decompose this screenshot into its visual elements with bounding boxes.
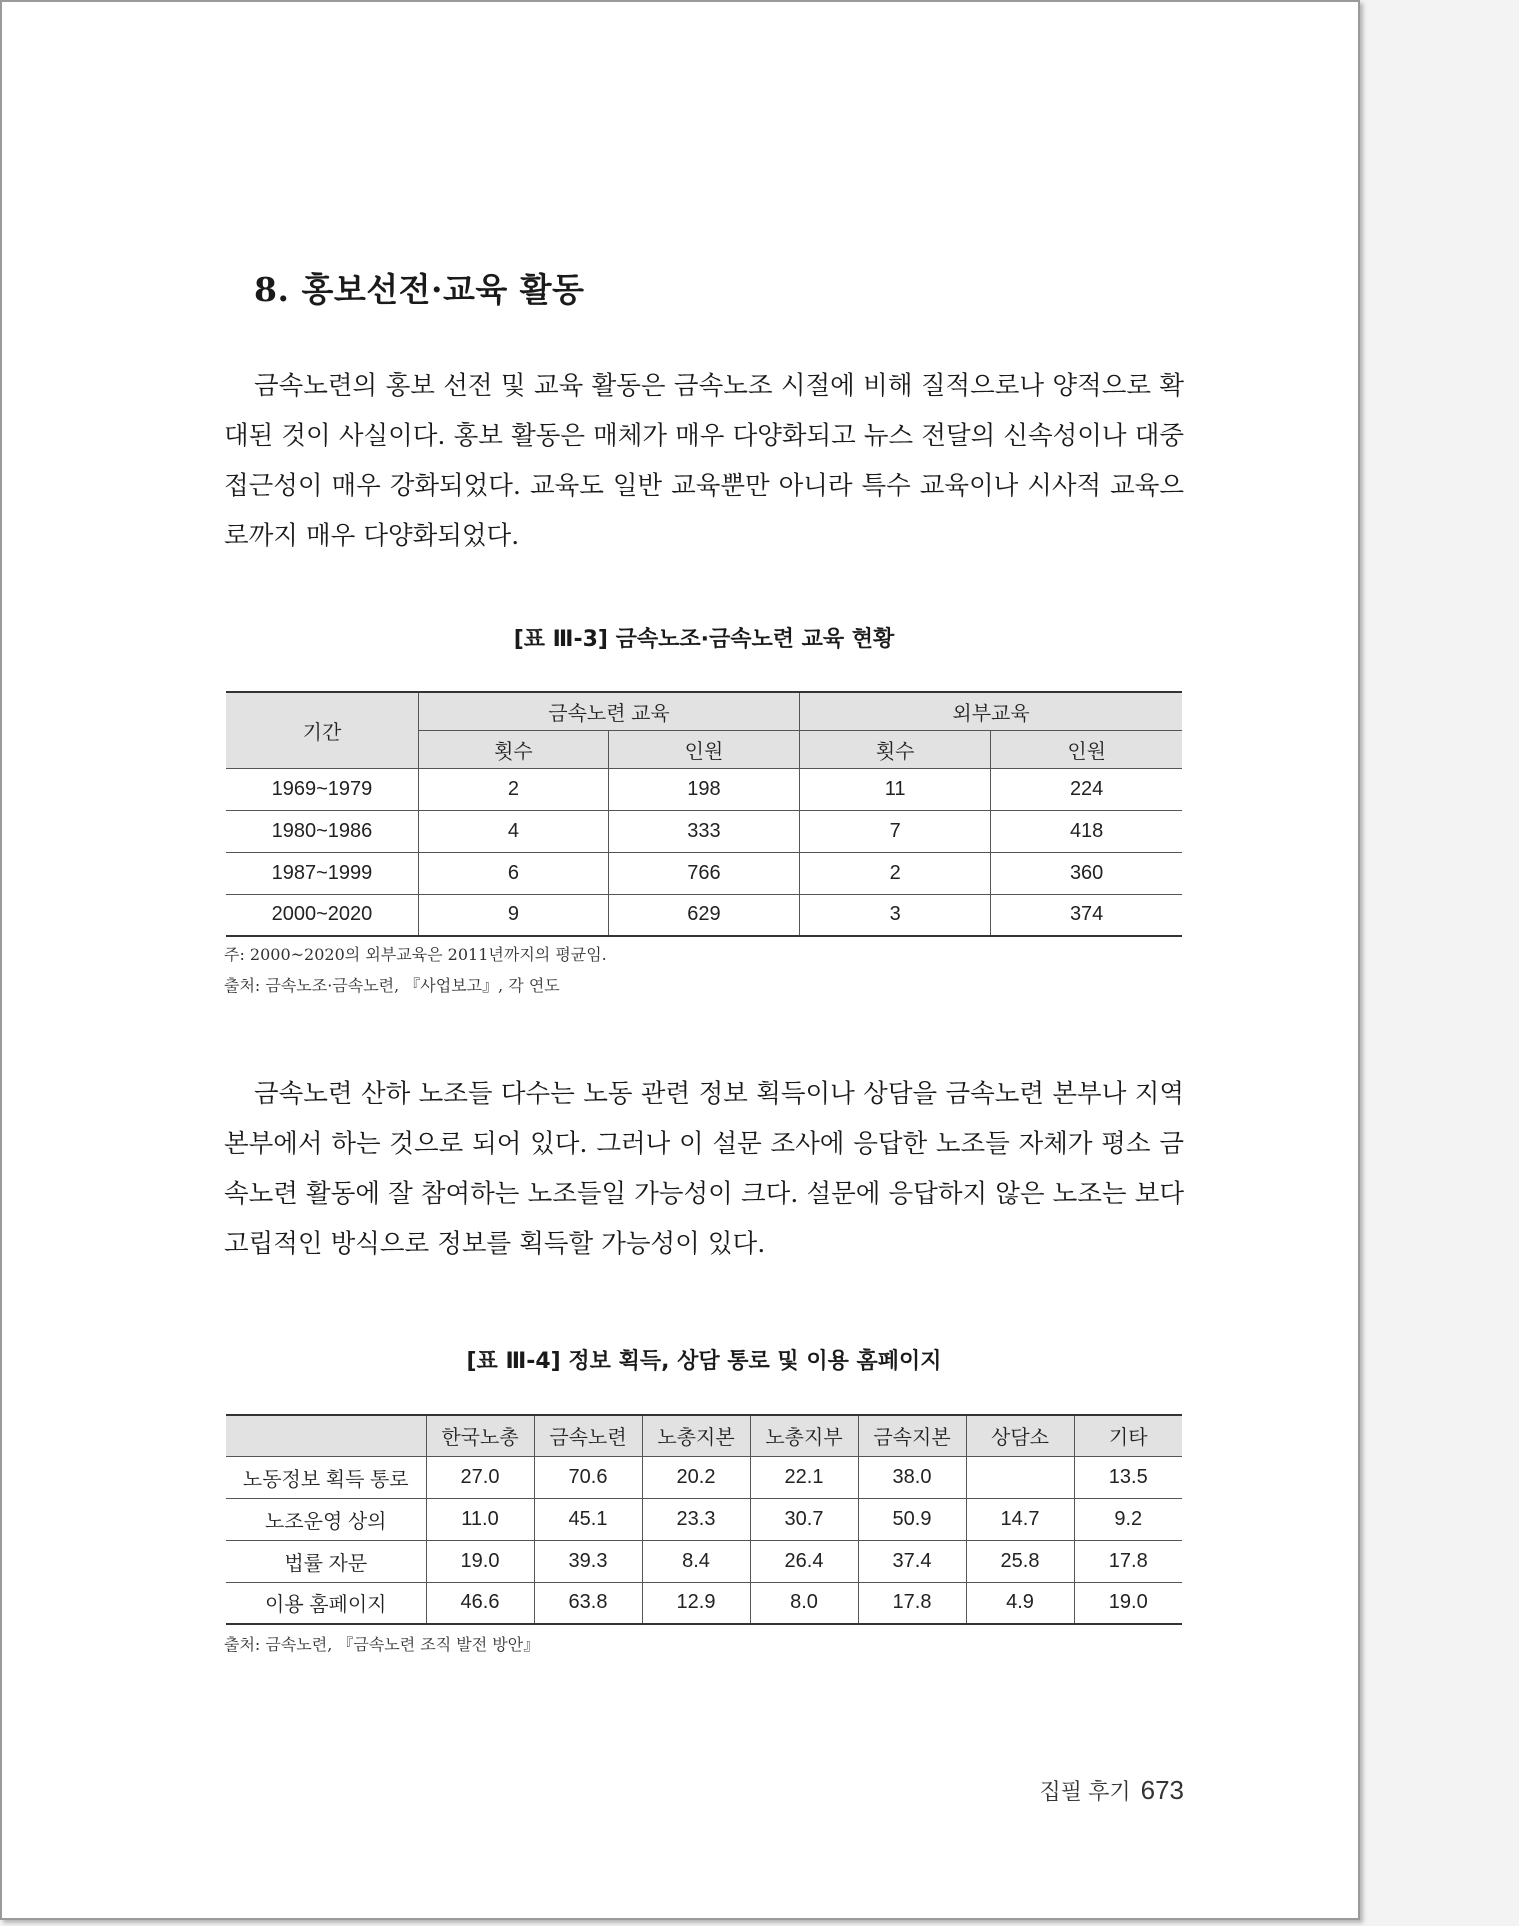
table-cell: 374 [991, 894, 1182, 936]
table-cell: 224 [991, 768, 1182, 810]
table-cell: 38.0 [858, 1456, 966, 1498]
period-cell: 1987~1999 [226, 852, 418, 894]
table-cell: 198 [608, 768, 799, 810]
body-paragraph-1 [224, 361, 1184, 561]
table-4-source: 출처: 금속노련, 『금속노련 조직 발전 방안』 [224, 1635, 540, 1654]
table-cell: 46.6 [426, 1582, 534, 1624]
header-corner [226, 1415, 426, 1456]
header-column: 금속노련 [534, 1415, 642, 1456]
table-cell: 3 [800, 894, 991, 936]
table-row [226, 810, 1182, 852]
header-people: 인원 [991, 730, 1182, 768]
body-paragraph-2-text: 금속노련 산하 노조들 다수는 노동 관련 정보 획득이나 상담을 금속노련 본부나 지역본부에서 하는 것으로 되어 있다. 그러나 이 설문 조사에 응답한 노조들 자체가 평소 금속노련 활동에 잘 참여하는 노조들일 가능성이 크다. 설문에 응답하지 않은 노조는 보다 고립적인 방식으로 정보를 획득할 가능성이 있다. [224, 1079, 1184, 1259]
table-row [226, 1582, 1182, 1624]
table-cell: 20.2 [642, 1456, 750, 1498]
table-row [226, 852, 1182, 894]
page-footer [1002, 1775, 1184, 1806]
row-label: 이용 홈페이지 [226, 1582, 426, 1624]
table-cell: 4.9 [966, 1582, 1074, 1624]
table-row [226, 1456, 1182, 1498]
table-3-caption: [표 Ⅲ-3] 금속노조·금속노련 교육 현황 [513, 627, 895, 652]
header-column: 한국노총 [426, 1415, 534, 1456]
table-cell: 11 [800, 768, 991, 810]
table-cell: 360 [991, 852, 1182, 894]
table-cell: 17.8 [858, 1582, 966, 1624]
header-column: 상담소 [966, 1415, 1074, 1456]
table-cell: 6 [418, 852, 608, 894]
table-cell: 333 [608, 810, 799, 852]
section-heading: 8. 홍보선전·교육 활동 [254, 270, 585, 309]
header-union-education: 금속노련 교육 [418, 692, 799, 730]
table-cell: 2 [418, 768, 608, 810]
table-cell: 19.0 [1074, 1582, 1182, 1624]
header-column: 노총지부 [750, 1415, 858, 1456]
table-row [226, 894, 1182, 936]
table-cell: 766 [608, 852, 799, 894]
row-label: 노조운영 상의 [226, 1498, 426, 1540]
table-cell: 39.3 [534, 1540, 642, 1582]
table-cell: 629 [608, 894, 799, 936]
table-cell: 12.9 [642, 1582, 750, 1624]
table-row [226, 1498, 1182, 1540]
info-channel-table [226, 1414, 1182, 1625]
table-cell: 4 [418, 810, 608, 852]
table-cell: 22.1 [750, 1456, 858, 1498]
table-cell: 418 [991, 810, 1182, 852]
table-cell: 26.4 [750, 1540, 858, 1582]
table-cell: 9 [418, 894, 608, 936]
table-row [226, 1540, 1182, 1582]
header-external-education: 외부교육 [800, 692, 1182, 730]
table-cell: 2 [800, 852, 991, 894]
header-column: 금속지본 [858, 1415, 966, 1456]
table-4-caption: [표 Ⅲ-4] 정보 획득, 상담 통로 및 이용 홈페이지 [466, 1349, 942, 1374]
table-cell: 17.8 [1074, 1540, 1182, 1582]
period-cell: 2000~2020 [226, 894, 418, 936]
table-cell: 27.0 [426, 1456, 534, 1498]
table-cell: 14.7 [966, 1498, 1074, 1540]
footer-label: 집필 후기 [1039, 1779, 1131, 1804]
table-cell: 8.0 [750, 1582, 858, 1624]
table-row [226, 768, 1182, 810]
period-cell: 1980~1986 [226, 810, 418, 852]
table-cell: 70.6 [534, 1456, 642, 1498]
table-cell: 19.0 [426, 1540, 534, 1582]
table-cell: 13.5 [1074, 1456, 1182, 1498]
table-cell: 45.1 [534, 1498, 642, 1540]
body-paragraph-1-text: 금속노련의 홍보 선전 및 교육 활동은 금속노조 시절에 비해 질적으로나 양적으로 확대된 것이 사실이다. 홍보 활동은 매체가 매우 다양화되고 뉴스 전달의 신속성이나 대중 접근성이 매우 강화되었다. 교육도 일반 교육뿐만 아니라 특수 교육이나 시사적 교육으로까지 매우 다양화되었다. [224, 371, 1184, 551]
table-cell: 7 [800, 810, 991, 852]
education-table [226, 691, 1182, 937]
table-cell: 30.7 [750, 1498, 858, 1540]
page-number: 673 [1140, 1775, 1184, 1805]
header-column: 기타 [1074, 1415, 1182, 1456]
header-period: 기간 [226, 692, 418, 768]
table-cell: 11.0 [426, 1498, 534, 1540]
header-column: 노총지본 [642, 1415, 750, 1456]
header-people: 인원 [608, 730, 799, 768]
table-cell: 23.3 [642, 1498, 750, 1540]
table-cell [966, 1456, 1074, 1498]
table-cell: 25.8 [966, 1540, 1074, 1582]
body-paragraph-2 [224, 1069, 1184, 1269]
table-cell: 37.4 [858, 1540, 966, 1582]
row-label: 노동정보 획득 통로 [226, 1456, 426, 1498]
row-label: 법률 자문 [226, 1540, 426, 1582]
header-count: 횟수 [800, 730, 991, 768]
period-cell: 1969~1979 [226, 768, 418, 810]
table-3-source: 출처: 금속노조·금속노련, 『사업보고』, 각 연도 [224, 976, 560, 995]
header-count: 횟수 [418, 730, 608, 768]
table-cell: 8.4 [642, 1540, 750, 1582]
table-3-note: 주: 2000~2020의 외부교육은 2011년까지의 평균임. [224, 945, 607, 964]
table-cell: 63.8 [534, 1582, 642, 1624]
table-cell: 50.9 [858, 1498, 966, 1540]
table-cell: 9.2 [1074, 1498, 1182, 1540]
